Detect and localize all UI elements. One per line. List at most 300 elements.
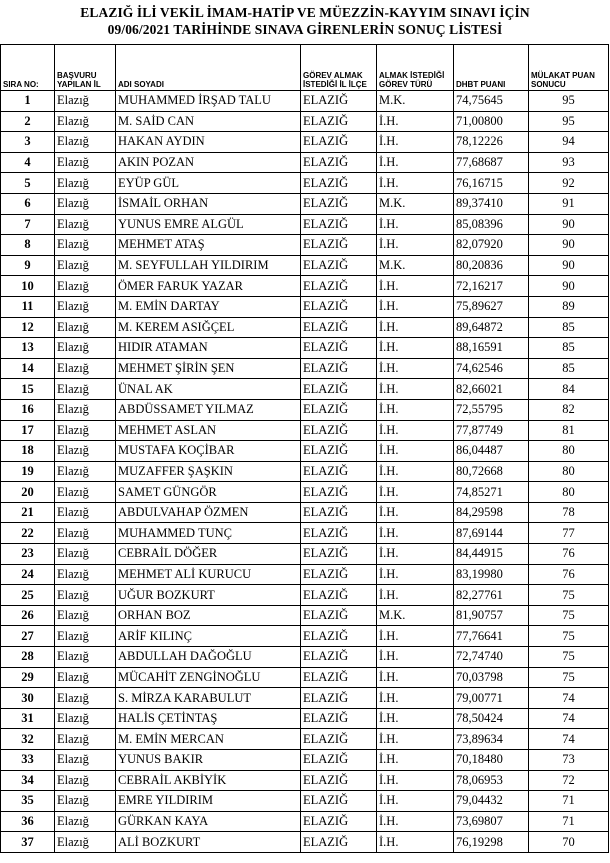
cell-sira-no: 32 <box>1 729 55 750</box>
cell-adi-soyadi: MUHAMMED TUNÇ <box>116 523 301 544</box>
table-row <box>1 399 609 420</box>
cell-mulakat-puani: 71 <box>529 811 609 832</box>
cell-basvuru-il: Elazığ <box>55 647 116 668</box>
cell-basvuru-il: Elazığ <box>55 338 116 359</box>
cell-sira-no: 11 <box>1 296 55 317</box>
cell-basvuru-il: Elazığ <box>55 152 116 173</box>
cell-basvuru-il: Elazığ <box>55 585 116 606</box>
cell-gorev-il-ilce: ELAZIĞ <box>301 214 377 235</box>
cell-mulakat-puani: 74 <box>529 708 609 729</box>
cell-gorev-turu: İ.H. <box>377 132 454 153</box>
table-row <box>1 667 609 688</box>
table-row <box>1 502 609 523</box>
cell-adi-soyadi: UĞUR BOZKURT <box>116 585 301 606</box>
cell-adi-soyadi: EYÜP GÜL <box>116 173 301 194</box>
cell-basvuru-il: Elazığ <box>55 420 116 441</box>
table-row <box>1 276 609 297</box>
cell-dhbt-puani: 80,72668 <box>454 461 529 482</box>
cell-sira-no: 24 <box>1 564 55 585</box>
cell-basvuru-il: Elazığ <box>55 605 116 626</box>
cell-mulakat-puani: 82 <box>529 399 609 420</box>
cell-sira-no: 18 <box>1 441 55 462</box>
cell-gorev-turu: İ.H. <box>377 729 454 750</box>
cell-adi-soyadi: MEHMET ŞİRİN ŞEN <box>116 358 301 379</box>
cell-adi-soyadi: SAMET GÜNGÖR <box>116 482 301 503</box>
cell-dhbt-puani: 76,16715 <box>454 173 529 194</box>
cell-mulakat-puani: 95 <box>529 111 609 132</box>
cell-basvuru-il: Elazığ <box>55 276 116 297</box>
cell-gorev-il-ilce: ELAZIĞ <box>301 317 377 338</box>
cell-basvuru-il: Elazığ <box>55 770 116 791</box>
cell-gorev-il-ilce: ELAZIĞ <box>301 523 377 544</box>
table-row <box>1 482 609 503</box>
cell-basvuru-il: Elazığ <box>55 667 116 688</box>
cell-dhbt-puani: 84,44915 <box>454 544 529 565</box>
table-row <box>1 317 609 338</box>
cell-sira-no: 3 <box>1 132 55 153</box>
cell-gorev-turu: İ.H. <box>377 317 454 338</box>
cell-dhbt-puani: 76,19298 <box>454 832 529 853</box>
table-row <box>1 255 609 276</box>
cell-gorev-il-ilce: ELAZIĞ <box>301 729 377 750</box>
cell-gorev-turu: İ.H. <box>377 379 454 400</box>
table-row <box>1 461 609 482</box>
cell-dhbt-puani: 72,55795 <box>454 399 529 420</box>
cell-gorev-turu: İ.H. <box>377 441 454 462</box>
table-row <box>1 750 609 771</box>
cell-mulakat-puani: 77 <box>529 523 609 544</box>
cell-mulakat-puani: 93 <box>529 152 609 173</box>
cell-mulakat-puani: 92 <box>529 173 609 194</box>
cell-basvuru-il: Elazığ <box>55 791 116 812</box>
cell-basvuru-il: Elazığ <box>55 91 116 112</box>
table-row <box>1 173 609 194</box>
table-row <box>1 647 609 668</box>
cell-gorev-turu: İ.H. <box>377 296 454 317</box>
cell-gorev-turu: İ.H. <box>377 420 454 441</box>
table-row <box>1 214 609 235</box>
cell-dhbt-puani: 79,00771 <box>454 688 529 709</box>
cell-sira-no: 37 <box>1 832 55 853</box>
cell-mulakat-puani: 75 <box>529 667 609 688</box>
cell-mulakat-puani: 73 <box>529 750 609 771</box>
cell-dhbt-puani: 74,85271 <box>454 482 529 503</box>
cell-dhbt-puani: 86,04487 <box>454 441 529 462</box>
cell-adi-soyadi: M. KEREM ASIĞÇEL <box>116 317 301 338</box>
cell-gorev-turu: İ.H. <box>377 502 454 523</box>
cell-gorev-il-ilce: ELAZIĞ <box>301 647 377 668</box>
table-row <box>1 91 609 112</box>
cell-gorev-il-ilce: ELAZIĞ <box>301 564 377 585</box>
cell-gorev-turu: İ.H. <box>377 585 454 606</box>
document-title <box>0 4 610 38</box>
table-row <box>1 688 609 709</box>
cell-mulakat-puani: 81 <box>529 420 609 441</box>
table-row <box>1 544 609 565</box>
cell-dhbt-puani: 73,69807 <box>454 811 529 832</box>
cell-gorev-il-ilce: ELAZIĞ <box>301 235 377 256</box>
cell-sira-no: 21 <box>1 502 55 523</box>
cell-basvuru-il: Elazığ <box>55 317 116 338</box>
cell-basvuru-il: Elazığ <box>55 399 116 420</box>
cell-mulakat-puani: 80 <box>529 461 609 482</box>
cell-sira-no: 7 <box>1 214 55 235</box>
cell-adi-soyadi: ÜNAL AK <box>116 379 301 400</box>
cell-sira-no: 14 <box>1 358 55 379</box>
cell-gorev-turu: İ.H. <box>377 276 454 297</box>
cell-gorev-il-ilce: ELAZIĞ <box>301 461 377 482</box>
cell-sira-no: 27 <box>1 626 55 647</box>
table-body <box>1 91 609 853</box>
table-row <box>1 523 609 544</box>
cell-dhbt-puani: 72,16217 <box>454 276 529 297</box>
cell-dhbt-puani: 71,00800 <box>454 111 529 132</box>
cell-gorev-turu: İ.H. <box>377 564 454 585</box>
cell-sira-no: 35 <box>1 791 55 812</box>
cell-dhbt-puani: 82,07920 <box>454 235 529 256</box>
cell-gorev-il-ilce: ELAZIĞ <box>301 708 377 729</box>
cell-gorev-turu: İ.H. <box>377 461 454 482</box>
cell-basvuru-il: Elazığ <box>55 235 116 256</box>
cell-gorev-il-ilce: ELAZIĞ <box>301 420 377 441</box>
cell-gorev-turu: İ.H. <box>377 770 454 791</box>
cell-dhbt-puani: 78,06953 <box>454 770 529 791</box>
cell-gorev-turu: M.K. <box>377 91 454 112</box>
cell-gorev-turu: İ.H. <box>377 750 454 771</box>
header-gorev-il-ilce: GÖREV ALMAK İSTEDİĞİ İL İLÇE <box>301 45 377 91</box>
cell-sira-no: 33 <box>1 750 55 771</box>
table-row <box>1 791 609 812</box>
cell-basvuru-il: Elazığ <box>55 214 116 235</box>
cell-gorev-il-ilce: ELAZIĞ <box>301 132 377 153</box>
cell-gorev-il-ilce: ELAZIĞ <box>301 502 377 523</box>
cell-sira-no: 4 <box>1 152 55 173</box>
cell-mulakat-puani: 85 <box>529 358 609 379</box>
cell-gorev-turu: İ.H. <box>377 152 454 173</box>
cell-gorev-turu: İ.H. <box>377 214 454 235</box>
cell-sira-no: 17 <box>1 420 55 441</box>
cell-gorev-il-ilce: ELAZIĞ <box>301 544 377 565</box>
cell-adi-soyadi: ALİ BOZKURT <box>116 832 301 853</box>
cell-adi-soyadi: MUZAFFER ŞAŞKIN <box>116 461 301 482</box>
cell-sira-no: 25 <box>1 585 55 606</box>
cell-adi-soyadi: ABDÜSSAMET YILMAZ <box>116 399 301 420</box>
cell-gorev-il-ilce: ELAZIĞ <box>301 152 377 173</box>
table-row <box>1 379 609 400</box>
table-row <box>1 358 609 379</box>
cell-mulakat-puani: 74 <box>529 729 609 750</box>
cell-dhbt-puani: 77,76641 <box>454 626 529 647</box>
cell-dhbt-puani: 79,04432 <box>454 791 529 812</box>
cell-mulakat-puani: 74 <box>529 688 609 709</box>
cell-mulakat-puani: 91 <box>529 193 609 214</box>
cell-sira-no: 36 <box>1 811 55 832</box>
cell-gorev-il-ilce: ELAZIĞ <box>301 811 377 832</box>
cell-gorev-turu: İ.H. <box>377 647 454 668</box>
cell-mulakat-puani: 72 <box>529 770 609 791</box>
cell-dhbt-puani: 77,87749 <box>454 420 529 441</box>
cell-mulakat-puani: 75 <box>529 626 609 647</box>
cell-gorev-turu: İ.H. <box>377 544 454 565</box>
cell-sira-no: 19 <box>1 461 55 482</box>
cell-mulakat-puani: 75 <box>529 647 609 668</box>
cell-dhbt-puani: 83,19980 <box>454 564 529 585</box>
table-row <box>1 132 609 153</box>
cell-basvuru-il: Elazığ <box>55 358 116 379</box>
cell-dhbt-puani: 78,50424 <box>454 708 529 729</box>
table-row <box>1 770 609 791</box>
cell-gorev-il-ilce: ELAZIĞ <box>301 791 377 812</box>
cell-basvuru-il: Elazığ <box>55 502 116 523</box>
cell-sira-no: 6 <box>1 193 55 214</box>
cell-gorev-il-ilce: ELAZIĞ <box>301 626 377 647</box>
cell-adi-soyadi: ÖMER FARUK YAZAR <box>116 276 301 297</box>
cell-adi-soyadi: MEHMET ASLAN <box>116 420 301 441</box>
cell-basvuru-il: Elazığ <box>55 832 116 853</box>
table-row <box>1 564 609 585</box>
cell-basvuru-il: Elazığ <box>55 193 116 214</box>
cell-gorev-il-ilce: ELAZIĞ <box>301 585 377 606</box>
cell-adi-soyadi: AKIN POZAN <box>116 152 301 173</box>
cell-sira-no: 5 <box>1 173 55 194</box>
cell-mulakat-puani: 71 <box>529 791 609 812</box>
table-row <box>1 585 609 606</box>
cell-sira-no: 16 <box>1 399 55 420</box>
cell-gorev-turu: İ.H. <box>377 626 454 647</box>
cell-adi-soyadi: S. MİRZA KARABULUT <box>116 688 301 709</box>
cell-gorev-turu: İ.H. <box>377 523 454 544</box>
cell-gorev-il-ilce: ELAZIĞ <box>301 111 377 132</box>
cell-mulakat-puani: 85 <box>529 338 609 359</box>
cell-adi-soyadi: M. SAİD CAN <box>116 111 301 132</box>
cell-gorev-il-ilce: ELAZIĞ <box>301 770 377 791</box>
cell-basvuru-il: Elazığ <box>55 688 116 709</box>
cell-mulakat-puani: 85 <box>529 317 609 338</box>
cell-basvuru-il: Elazığ <box>55 626 116 647</box>
cell-adi-soyadi: M. EMİN MERCAN <box>116 729 301 750</box>
cell-sira-no: 9 <box>1 255 55 276</box>
cell-mulakat-puani: 80 <box>529 441 609 462</box>
cell-adi-soyadi: CEBRAİL AKBİYİK <box>116 770 301 791</box>
cell-basvuru-il: Elazığ <box>55 708 116 729</box>
table-header <box>1 45 609 91</box>
cell-gorev-turu: İ.H. <box>377 811 454 832</box>
cell-gorev-turu: M.K. <box>377 193 454 214</box>
cell-dhbt-puani: 78,12226 <box>454 132 529 153</box>
table-row <box>1 811 609 832</box>
cell-adi-soyadi: GÜRKAN KAYA <box>116 811 301 832</box>
cell-dhbt-puani: 82,27761 <box>454 585 529 606</box>
cell-dhbt-puani: 74,62546 <box>454 358 529 379</box>
cell-adi-soyadi: EMRE YILDIRIM <box>116 791 301 812</box>
table-row <box>1 111 609 132</box>
cell-gorev-il-ilce: ELAZIĞ <box>301 399 377 420</box>
cell-dhbt-puani: 73,89634 <box>454 729 529 750</box>
cell-gorev-il-ilce: ELAZIĞ <box>301 358 377 379</box>
cell-adi-soyadi: CEBRAİL DÖĞER <box>116 544 301 565</box>
cell-basvuru-il: Elazığ <box>55 750 116 771</box>
cell-adi-soyadi: MÜCAHİT ZENGİNOĞLU <box>116 667 301 688</box>
cell-gorev-il-ilce: ELAZIĞ <box>301 441 377 462</box>
header-basvuru-il: BAŞVURU YAPILAN İL <box>55 45 116 91</box>
cell-gorev-il-ilce: ELAZIĞ <box>301 605 377 626</box>
cell-dhbt-puani: 72,74740 <box>454 647 529 668</box>
title-line-1: ELAZIĞ İLİ VEKİL İMAM-HATİP VE MÜEZZİN-KAYYIM SINAVI İÇİN <box>80 5 530 20</box>
cell-basvuru-il: Elazığ <box>55 173 116 194</box>
cell-sira-no: 1 <box>1 91 55 112</box>
cell-adi-soyadi: ABDULVAHAP ÖZMEN <box>116 502 301 523</box>
table-row <box>1 708 609 729</box>
cell-gorev-turu: İ.H. <box>377 111 454 132</box>
cell-mulakat-puani: 94 <box>529 132 609 153</box>
cell-basvuru-il: Elazığ <box>55 441 116 462</box>
cell-basvuru-il: Elazığ <box>55 564 116 585</box>
cell-gorev-turu: İ.H. <box>377 235 454 256</box>
cell-mulakat-puani: 90 <box>529 235 609 256</box>
cell-mulakat-puani: 78 <box>529 502 609 523</box>
cell-dhbt-puani: 80,20836 <box>454 255 529 276</box>
cell-mulakat-puani: 90 <box>529 214 609 235</box>
cell-basvuru-il: Elazığ <box>55 111 116 132</box>
cell-adi-soyadi: HIDIR ATAMAN <box>116 338 301 359</box>
cell-gorev-turu: İ.H. <box>377 482 454 503</box>
table-row <box>1 441 609 462</box>
cell-adi-soyadi: HALİS ÇETİNTAŞ <box>116 708 301 729</box>
cell-basvuru-il: Elazığ <box>55 255 116 276</box>
cell-sira-no: 22 <box>1 523 55 544</box>
cell-adi-soyadi: HAKAN AYDIN <box>116 132 301 153</box>
cell-sira-no: 34 <box>1 770 55 791</box>
cell-sira-no: 28 <box>1 647 55 668</box>
cell-basvuru-il: Elazığ <box>55 811 116 832</box>
cell-mulakat-puani: 75 <box>529 605 609 626</box>
cell-sira-no: 10 <box>1 276 55 297</box>
cell-sira-no: 12 <box>1 317 55 338</box>
cell-mulakat-puani: 75 <box>529 585 609 606</box>
cell-gorev-il-ilce: ELAZIĞ <box>301 750 377 771</box>
cell-mulakat-puani: 84 <box>529 379 609 400</box>
cell-mulakat-puani: 80 <box>529 482 609 503</box>
cell-basvuru-il: Elazığ <box>55 544 116 565</box>
cell-basvuru-il: Elazığ <box>55 461 116 482</box>
cell-dhbt-puani: 88,16591 <box>454 338 529 359</box>
cell-dhbt-puani: 70,03798 <box>454 667 529 688</box>
cell-sira-no: 31 <box>1 708 55 729</box>
cell-gorev-turu: M.K. <box>377 605 454 626</box>
cell-adi-soyadi: MUSTAFA KOÇİBAR <box>116 441 301 462</box>
cell-gorev-turu: İ.H. <box>377 358 454 379</box>
cell-gorev-il-ilce: ELAZIĞ <box>301 688 377 709</box>
cell-gorev-il-ilce: ELAZIĞ <box>301 296 377 317</box>
cell-mulakat-puani: 90 <box>529 276 609 297</box>
cell-adi-soyadi: MEHMET ATAŞ <box>116 235 301 256</box>
cell-sira-no: 2 <box>1 111 55 132</box>
cell-dhbt-puani: 87,69144 <box>454 523 529 544</box>
cell-gorev-il-ilce: ELAZIĞ <box>301 173 377 194</box>
cell-gorev-turu: İ.H. <box>377 667 454 688</box>
cell-mulakat-puani: 90 <box>529 255 609 276</box>
cell-gorev-il-ilce: ELAZIĞ <box>301 482 377 503</box>
table-row <box>1 235 609 256</box>
table-row <box>1 626 609 647</box>
cell-dhbt-puani: 70,18480 <box>454 750 529 771</box>
table-row <box>1 420 609 441</box>
cell-basvuru-il: Elazığ <box>55 729 116 750</box>
cell-adi-soyadi: ARİF KILINÇ <box>116 626 301 647</box>
header-mulakat-puani: MÜLAKAT PUAN SONUCU <box>529 45 609 91</box>
header-adi-soyadi: ADI SOYADI <box>116 45 301 91</box>
cell-gorev-turu: İ.H. <box>377 399 454 420</box>
cell-gorev-turu: İ.H. <box>377 791 454 812</box>
cell-mulakat-puani: 95 <box>529 91 609 112</box>
cell-mulakat-puani: 76 <box>529 564 609 585</box>
cell-dhbt-puani: 82,66021 <box>454 379 529 400</box>
table-row <box>1 296 609 317</box>
cell-sira-no: 13 <box>1 338 55 359</box>
cell-gorev-il-ilce: ELAZIĞ <box>301 193 377 214</box>
cell-adi-soyadi: YUNUS BAKIR <box>116 750 301 771</box>
cell-gorev-il-ilce: ELAZIĞ <box>301 667 377 688</box>
cell-mulakat-puani: 70 <box>529 832 609 853</box>
cell-basvuru-il: Elazığ <box>55 523 116 544</box>
header-row <box>1 45 609 91</box>
cell-sira-no: 8 <box>1 235 55 256</box>
cell-sira-no: 30 <box>1 688 55 709</box>
cell-sira-no: 29 <box>1 667 55 688</box>
header-dhbt-puani: DHBT PUANI <box>454 45 529 91</box>
cell-mulakat-puani: 89 <box>529 296 609 317</box>
cell-sira-no: 15 <box>1 379 55 400</box>
cell-dhbt-puani: 81,90757 <box>454 605 529 626</box>
cell-basvuru-il: Elazığ <box>55 296 116 317</box>
cell-dhbt-puani: 89,64872 <box>454 317 529 338</box>
table-row <box>1 152 609 173</box>
cell-gorev-turu: İ.H. <box>377 832 454 853</box>
cell-basvuru-il: Elazığ <box>55 132 116 153</box>
cell-dhbt-puani: 85,08396 <box>454 214 529 235</box>
cell-gorev-turu: İ.H. <box>377 173 454 194</box>
cell-adi-soyadi: MUHAMMED İRŞAD TALU <box>116 91 301 112</box>
cell-gorev-il-ilce: ELAZIĞ <box>301 832 377 853</box>
cell-adi-soyadi: MEHMET ALİ KURUCU <box>116 564 301 585</box>
cell-gorev-turu: İ.H. <box>377 688 454 709</box>
table-row <box>1 832 609 853</box>
cell-mulakat-puani: 76 <box>529 544 609 565</box>
cell-gorev-il-ilce: ELAZIĞ <box>301 338 377 359</box>
cell-basvuru-il: Elazığ <box>55 379 116 400</box>
cell-adi-soyadi: İSMAİL ORHAN <box>116 193 301 214</box>
cell-adi-soyadi: ORHAN BOZ <box>116 605 301 626</box>
cell-adi-soyadi: ABDULLAH DAĞOĞLU <box>116 647 301 668</box>
table-row <box>1 605 609 626</box>
table-row <box>1 193 609 214</box>
header-gorev-turu: ALMAK İSTEDİĞİ GÖREV TÜRÜ <box>377 45 454 91</box>
cell-sira-no: 23 <box>1 544 55 565</box>
cell-dhbt-puani: 77,68687 <box>454 152 529 173</box>
cell-adi-soyadi: M. EMİN DARTAY <box>116 296 301 317</box>
cell-gorev-il-ilce: ELAZIĞ <box>301 379 377 400</box>
cell-sira-no: 20 <box>1 482 55 503</box>
title-line-2: 09/06/2021 TARİHİNDE SINAVA GİRENLERİN SONUÇ LİSTESİ <box>107 22 503 37</box>
cell-adi-soyadi: M. SEYFULLAH YILDIRIM <box>116 255 301 276</box>
cell-gorev-turu: İ.H. <box>377 708 454 729</box>
cell-adi-soyadi: YUNUS EMRE ALGÜL <box>116 214 301 235</box>
header-sira-no: SIRA NO: <box>1 45 55 91</box>
cell-dhbt-puani: 84,29598 <box>454 502 529 523</box>
cell-gorev-turu: İ.H. <box>377 338 454 359</box>
cell-dhbt-puani: 74,75645 <box>454 91 529 112</box>
table-row <box>1 338 609 359</box>
